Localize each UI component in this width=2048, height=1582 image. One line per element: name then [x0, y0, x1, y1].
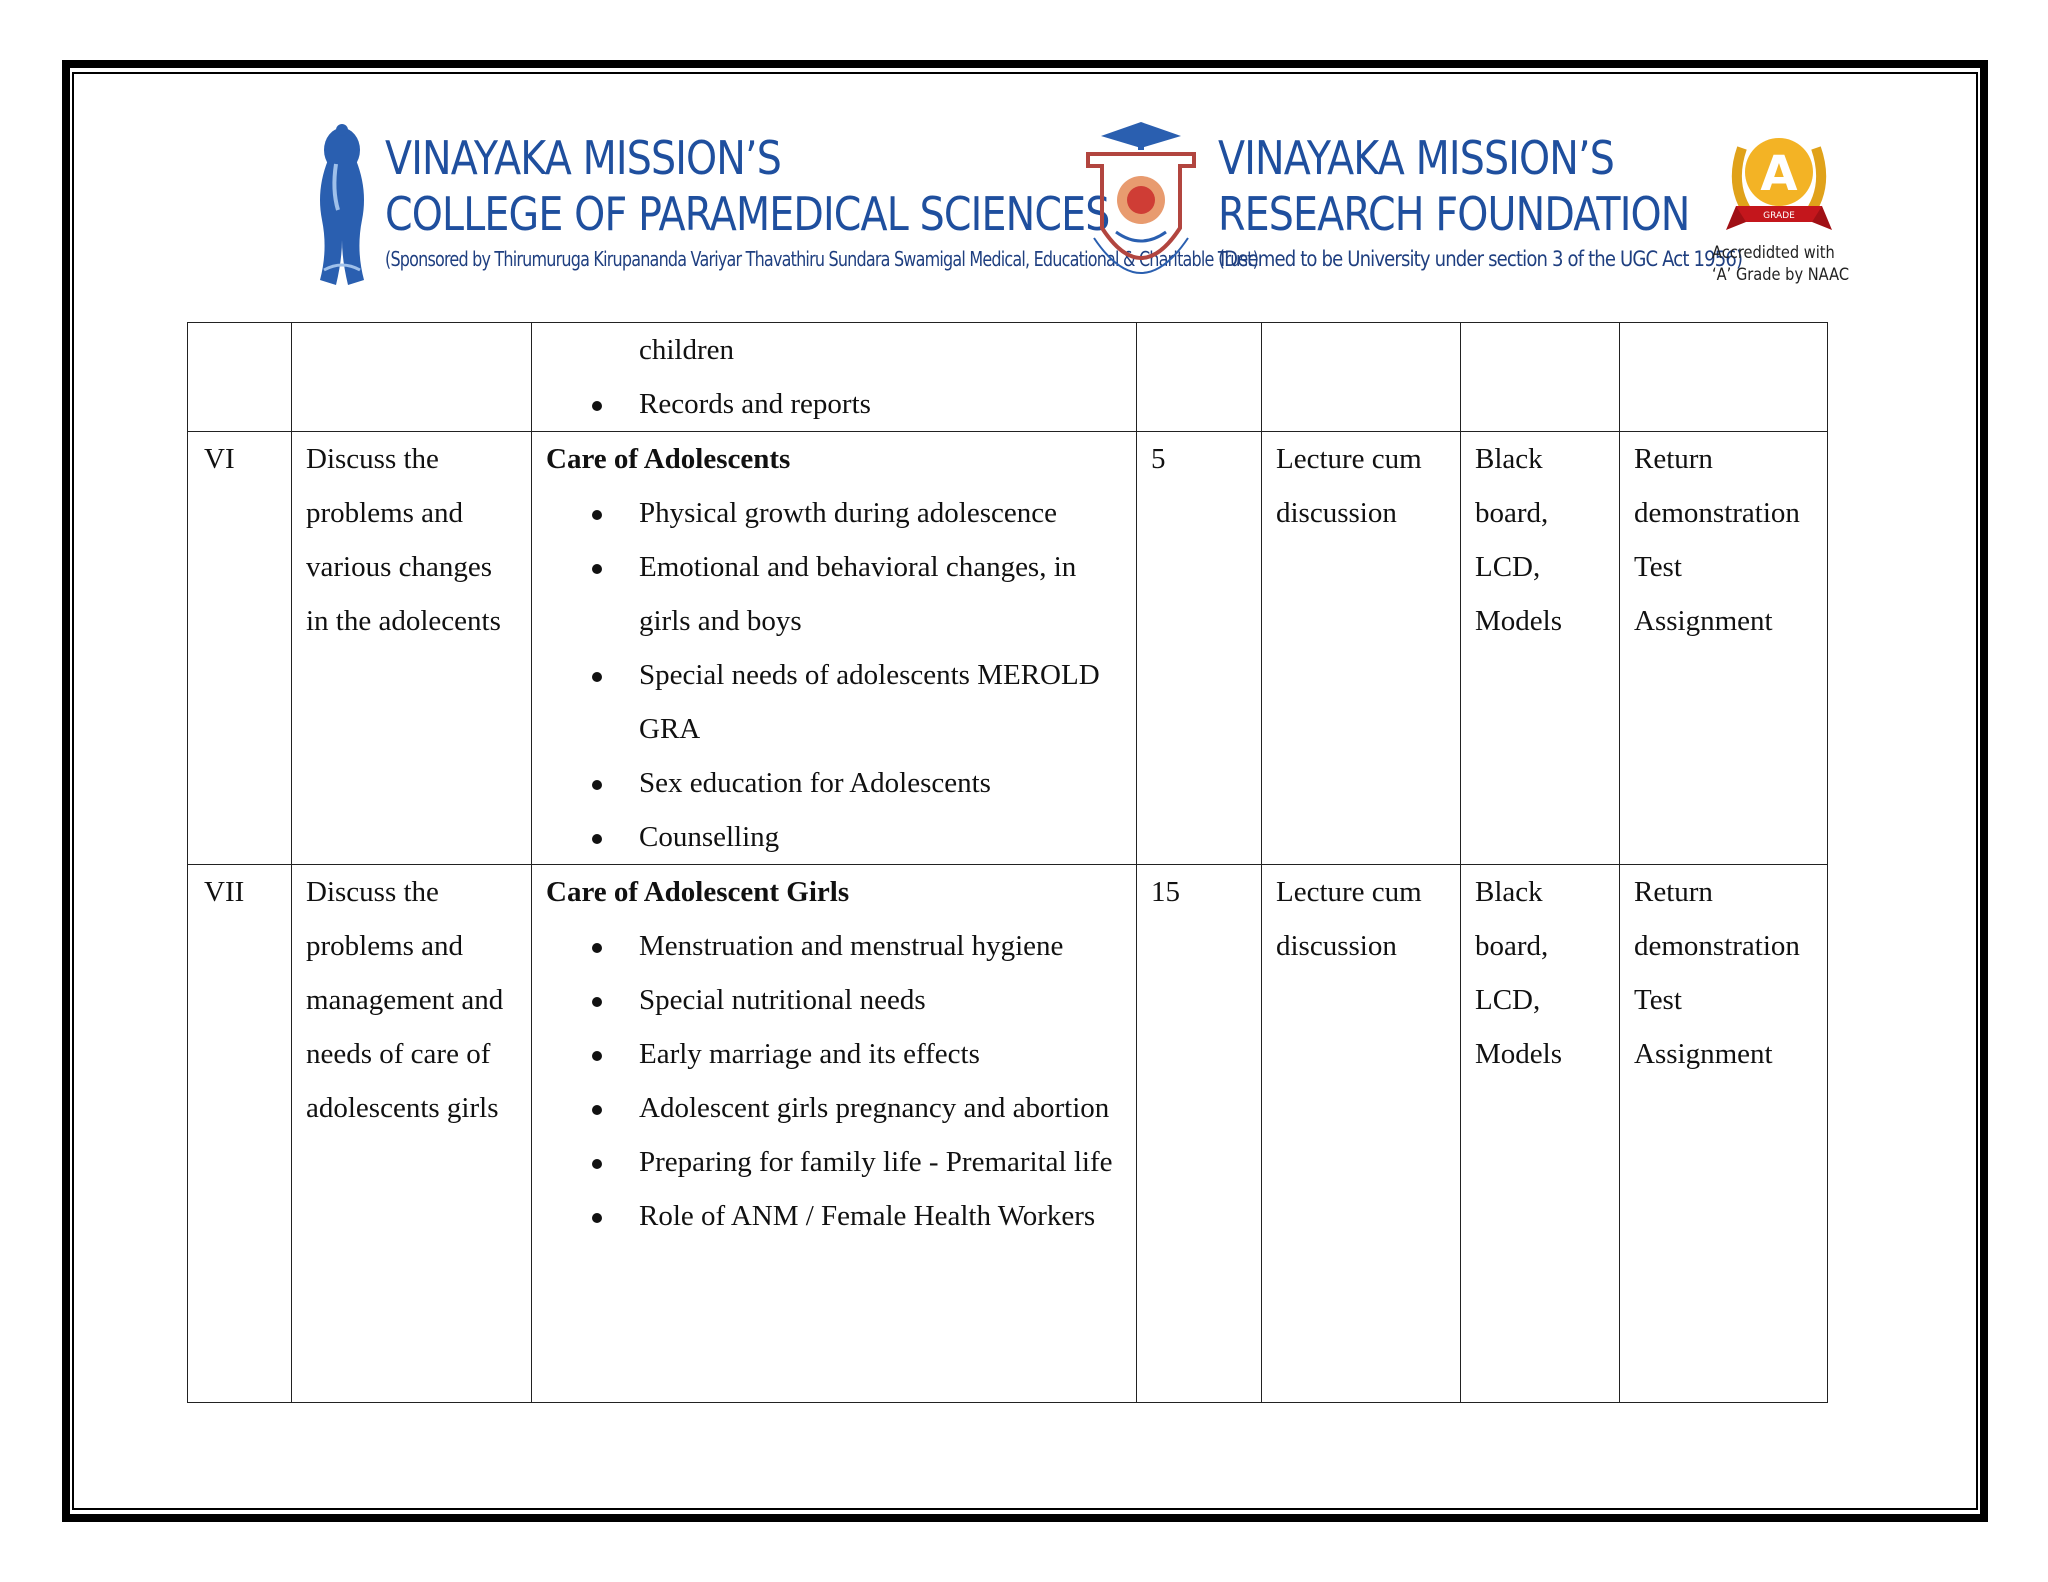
continued-item: children	[639, 334, 735, 366]
objective-cell-line: problems and	[306, 497, 464, 529]
objective-cell-line: Discuss the	[306, 443, 439, 475]
method-cell-line: discussion	[1276, 930, 1397, 962]
university-name-line2: RESEARCH FOUNDATION	[1218, 187, 1690, 241]
unit-cell: VI	[188, 432, 292, 865]
naac-badge-label: GRADE	[1763, 211, 1795, 221]
method-cell-line: Lecture cum	[1276, 876, 1422, 908]
list-item-text: Special nutritional needs	[639, 984, 926, 1016]
list-item-text: Menstruation and menstrual hygiene	[639, 930, 1064, 962]
bullet-icon	[592, 780, 602, 790]
bullet-icon	[592, 1051, 602, 1061]
letterhead	[0, 0, 2048, 300]
evaluation-cell	[1620, 323, 1828, 432]
list-item	[546, 810, 1122, 864]
table-row	[188, 865, 1828, 1403]
hours-cell	[1137, 323, 1262, 432]
evaluation-cell-line: Assignment	[1634, 1038, 1773, 1070]
content-list	[546, 486, 1122, 864]
content-list	[546, 323, 1122, 431]
objective-cell-line: problems and	[306, 930, 464, 962]
aids-cell-line: Black	[1475, 443, 1543, 475]
method-cell-line: discussion	[1276, 497, 1397, 529]
objective-cell-line: various changes	[306, 551, 493, 583]
content-cell	[532, 432, 1137, 865]
list-item	[546, 756, 1122, 810]
naac-badge-letter: A	[1760, 146, 1798, 202]
aids-cell-line: Models	[1475, 1038, 1562, 1070]
bullet-icon	[592, 1159, 602, 1169]
list-item-text: Physical growth during adolescence	[639, 497, 1057, 529]
list-item-text: Special needs of adolescents MEROLD GRA	[639, 659, 1100, 745]
evaluation-cell-line: demonstration	[1634, 497, 1800, 529]
aids-cell-line: Black	[1475, 876, 1543, 908]
list-item-text: Records and reports	[639, 388, 871, 420]
list-item-text: Adolescent girls pregnancy and abortion	[639, 1092, 1110, 1124]
aids-cell-line: LCD,	[1475, 551, 1541, 583]
hours-cell: 5	[1137, 432, 1262, 865]
bullet-icon	[592, 997, 602, 1007]
objective-cell-line: management and	[306, 984, 504, 1016]
list-item	[546, 1189, 1122, 1243]
bullet-icon	[592, 672, 602, 682]
evaluation-cell-line: Return	[1634, 876, 1713, 908]
topic-title: Care of Adolescents	[546, 443, 791, 475]
college-sponsor-line: (Sponsored by Thirumuruga Kirupananda Variyar Thavathiru Sundara Swamigal Medical, Educational & Charitable Trust)	[385, 247, 1259, 271]
method-cell-line: Lecture cum	[1276, 443, 1422, 475]
evaluation-cell-line: Test	[1634, 984, 1682, 1016]
objective-cell-line: in the adolecents	[306, 605, 501, 637]
hours-cell: 15	[1137, 865, 1262, 1403]
list-item	[546, 1027, 1122, 1081]
evaluation-cell-line: Test	[1634, 551, 1682, 583]
objective-cell-line: adolescents girls	[306, 1092, 499, 1124]
evaluation-cell-line: demonstration	[1634, 930, 1800, 962]
list-item	[546, 377, 1122, 431]
objective-cell-line: Discuss the	[306, 876, 439, 908]
college-name-line1: VINAYAKA MISSION’S	[385, 131, 781, 185]
table-row	[188, 432, 1828, 865]
bullet-icon	[592, 943, 602, 953]
evaluation-cell	[1620, 865, 1828, 1403]
list-item	[546, 1135, 1122, 1189]
aids-cell-line: Models	[1475, 605, 1562, 637]
bullet-icon	[592, 1105, 602, 1115]
bullet-icon	[592, 401, 602, 411]
syllabus-table	[187, 322, 1828, 1403]
university-emblem-icon	[1076, 118, 1206, 294]
university-deemed-line: (Deemed to be University under section 3 of the UGC Act 1956)	[1218, 247, 1743, 271]
list-item	[546, 1081, 1122, 1135]
aids-cell-line: LCD,	[1475, 984, 1541, 1016]
content-cell	[532, 865, 1137, 1403]
university-name-line1: VINAYAKA MISSION’S	[1218, 131, 1614, 185]
college-name-line2: COLLEGE OF PARAMEDICAL SCIENCES	[385, 187, 1110, 241]
list-item	[546, 973, 1122, 1027]
bullet-icon	[592, 1213, 602, 1223]
list-item	[546, 540, 1122, 648]
naac-line1: Accredidted with	[1712, 243, 1835, 263]
objective-cell	[292, 432, 532, 865]
objective-cell	[292, 323, 532, 432]
bullet-icon	[592, 834, 602, 844]
objective-cell	[292, 865, 532, 1403]
method-cell	[1262, 865, 1461, 1403]
table-row	[188, 323, 1828, 432]
list-item-text: Sex education for Adolescents	[639, 767, 991, 799]
method-cell	[1262, 323, 1461, 432]
list-item-text: Emotional and behavioral changes, in girls and boys	[639, 551, 1077, 637]
evaluation-cell	[1620, 432, 1828, 865]
unit-cell	[188, 323, 292, 432]
content-list	[546, 919, 1122, 1243]
aids-cell	[1461, 865, 1620, 1403]
list-item	[546, 486, 1122, 540]
bullet-icon	[592, 510, 602, 520]
ganesha-logo-icon	[306, 120, 378, 290]
naac-line2: ‘A’ Grade by NAAC	[1712, 265, 1850, 285]
aids-cell-line: board,	[1475, 497, 1549, 529]
aids-cell	[1461, 432, 1620, 865]
content-cell	[532, 323, 1137, 432]
evaluation-cell-line: Return	[1634, 443, 1713, 475]
list-item-text: Counselling	[639, 821, 780, 853]
list-item-text: Role of ANM / Female Health Workers	[639, 1200, 1096, 1232]
objective-cell-line: needs of care of	[306, 1038, 491, 1070]
topic-title: Care of Adolescent Girls	[546, 876, 850, 908]
list-item-text: Early marriage and its effects	[639, 1038, 980, 1070]
naac-a-grade-badge-icon	[1724, 118, 1834, 242]
aids-cell	[1461, 323, 1620, 432]
evaluation-cell-line: Assignment	[1634, 605, 1773, 637]
list-item	[546, 919, 1122, 973]
method-cell	[1262, 432, 1461, 865]
aids-cell-line: board,	[1475, 930, 1549, 962]
list-item-text: Preparing for family life - Premarital life	[639, 1146, 1113, 1178]
naac-accreditation-text	[1712, 242, 1850, 286]
list-item	[546, 648, 1122, 756]
unit-cell: VII	[188, 865, 292, 1403]
bullet-icon	[592, 564, 602, 574]
